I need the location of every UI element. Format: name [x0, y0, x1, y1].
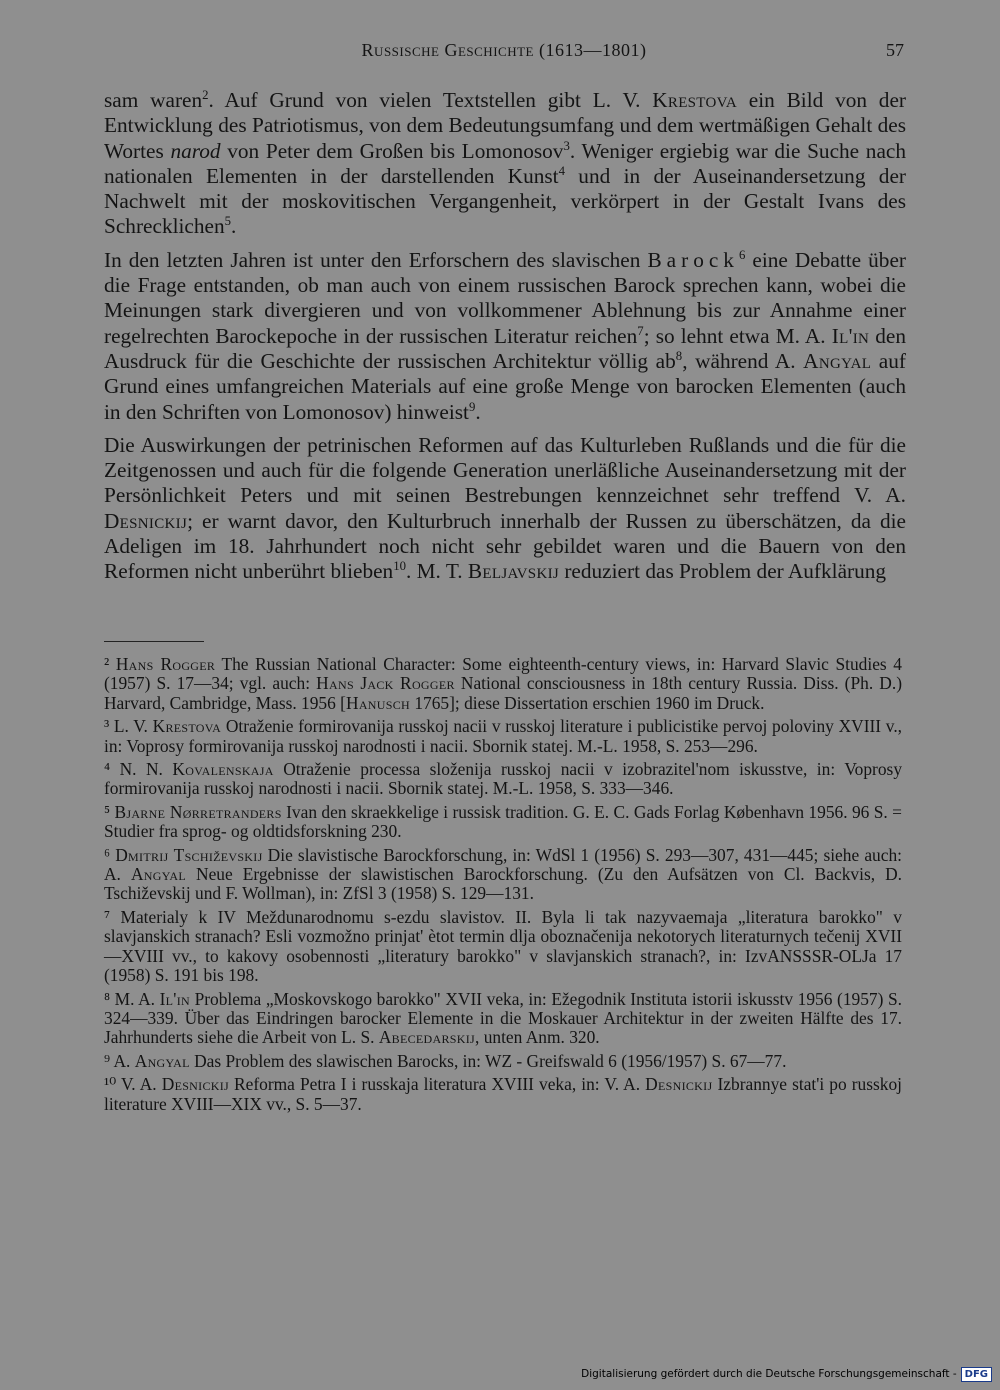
digitization-footer — [581, 1364, 992, 1384]
spaced-term: Barock — [647, 247, 739, 272]
author-name: Desnickij — [645, 1074, 713, 1095]
author-name: Abecedarskij — [378, 1027, 475, 1048]
author-name: Hans Rogger — [115, 654, 216, 674]
footnote — [104, 655, 902, 713]
footnote-separator — [104, 641, 204, 642]
text-run: National consciousness in 18th century Russia. Diss. (Ph. D.) Harvard, Cambridge, Mass. 1956 [ — [104, 673, 902, 713]
text-run: In den letzten Jahren ist unter den Erforschern des slavischen — [104, 247, 648, 272]
text-run: auf Grund eines umfangreichen Materials auf eine große Menge von barocken Elementen (auch in den Schriften von Lomonosov) hinweist — [104, 348, 906, 424]
text-run: reduziert das Problem der Aufklärung — [559, 559, 887, 584]
text-run: Ivan den skraekkelige i russisk tradition. G. E. C. Gads Forlag København 1956. 96 S. = Studier fra sprog- og oldtidsforskning 230. — [104, 801, 902, 842]
text-run: ⁶ — [104, 844, 116, 865]
footnotes — [104, 655, 902, 1118]
author-name: Il'in — [159, 988, 190, 1009]
text-run: . — [231, 214, 237, 239]
dfg-logo: DFG — [961, 1367, 992, 1382]
author-name: Desnickij — [161, 1074, 229, 1095]
author-name: Krestova — [152, 716, 222, 737]
footnote — [104, 908, 902, 986]
running-title: Russische Geschichte (1613—1801) — [361, 40, 647, 60]
author-name: Angyal — [803, 348, 872, 373]
text-run: ein Bild von der Entwicklung des Patriotismus, von dem Bedeutungsumfang und dem wertmäßigen Gehalt des Wortes — [104, 88, 907, 163]
text-run: von Peter dem Großen bis Lomonosov — [220, 138, 564, 163]
text-run: . Weniger ergiebig war die Suche nach nationalen Elementen in der darstellenden Kunst — [104, 138, 907, 188]
text-run: ³ L. V. — [104, 716, 153, 737]
paragraph — [104, 248, 906, 425]
italic-term: narod — [170, 138, 221, 163]
text-run: . M. T. — [405, 559, 468, 584]
text-run: den Ausdruck für die Geschichte der russischen Architektur völlig ab — [104, 323, 907, 373]
footnote-ref: 9 — [468, 399, 476, 414]
text-run: Otraženie processa složenija russkoj nacii v izobrazitel'nom iskusstve, in: Voprosy formirovanija russkoj narodnosti i nacii. Sbornik statej. M.-L. 1958, S. 333—346. — [104, 759, 903, 799]
paragraph — [104, 433, 906, 585]
text-run: Reforma Petra I i russkaja literatura XVIII veka, in: V. A. — [228, 1074, 646, 1095]
text-run: eine Debatte über die Frage entstanden, ob man auch von einem russischen Barock sprechen kann, wobei die Meinungen stark divergieren und von vollkommener Ablehnung bis zur Annahme einer regelrechten Barockepoche in der russischen Literatur reichen — [104, 247, 906, 348]
text-run: . Auf Grund von vielen Textstellen gibt L. V. — [208, 88, 653, 112]
funding-credit: Digitalisierung gefördert durch die Deutsche Forschungsgemeinschaft - — [581, 1368, 957, 1380]
author-name: Il'in — [831, 323, 870, 348]
footnote — [104, 803, 902, 842]
text-run: und in der Auseinandersetzung der Nachwelt mit der moskovitischen Vergangenheit, verkörpert in der Gestalt Ivans des Schrecklichen — [104, 163, 907, 239]
footnote — [104, 1075, 902, 1114]
author-name: Kovalenskaja — [172, 759, 274, 780]
text-run: 1765]; diese Dissertation erschien 1960 im Druck. — [409, 692, 765, 713]
text-run: ¹⁰ V. A. — [104, 1074, 162, 1095]
author-name: Beljavskij — [467, 559, 560, 584]
text-run: ⁸ M. A. — [104, 988, 160, 1009]
footnote — [104, 717, 902, 756]
footnote-ref: 5 — [224, 214, 232, 229]
author-name: Bjarne Nørretranders — [114, 801, 282, 822]
text-run: , während A. — [682, 348, 804, 373]
text-run: ; er warnt davor, den Kulturbruch innerhalb der Russen zu überschätzen, da die Adeligen im 18. Jahrhundert noch nicht sehr gebildet waren und die Bauern von den Reformen nicht unberührt blieben — [104, 508, 906, 584]
text-run: ⁷ Materialy k IV Meždunarodnomu s-ezdu slavistov. II. Byla li tak nazyvaemaja „literatura barokko" v slavjanskich stranach? Esli vozmožno prinjat' ètot termin dlja oboznačenija nekotorych literaturnych tečenij XVII—XVIII vv., to kakovy osobennosti „literatury barokko" v slavjanskich stranach?, in: IzvANSSSR-OLJa 17 (1958) S. 191 bis 198. — [104, 906, 902, 986]
footnote-ref: 6 — [738, 247, 746, 262]
footnote-ref: 3 — [563, 138, 570, 153]
text-run: ⁹ A. — [104, 1050, 135, 1071]
footnote-ref: 10 — [393, 559, 406, 574]
footnote-ref: 4 — [558, 163, 565, 178]
author-name: Dmitrij Tschiževskij — [115, 844, 263, 865]
text-run: ² — [104, 654, 116, 674]
paragraph — [104, 88, 906, 240]
text-run: Otraženie formirovanija russkoj nacii v russkoj literature i publicistike pervoj poloviny XVIII v., in: Voprosy formirovanija russkoj narodnosti i nacii. Sbornik statej. M.-L. 1958, S. 253—296. — [104, 716, 903, 756]
text-run: Die slavistische Barockforschung, in: WdSl 1 (1956) S. 293—307, 431—445; siehe auch: A. — [104, 844, 902, 885]
text-run: The Russian National Character: Some eighteenth-century views, in: Harvard Slavic Studies 4 (1957) S. 17—34; vgl. auch: — [104, 654, 902, 694]
footnote — [104, 760, 902, 799]
author-name: Angyal — [134, 1050, 190, 1071]
footnote — [104, 1052, 902, 1071]
text-run: , unten Anm. 320. — [475, 1027, 600, 1048]
text-run: Neue Ergebnisse der slawistischen Barockforschung. (Zu den Aufsätzen von Cl. Backvis, D. Tschiževskij und F. Wollman), in: ZfSl 3 (1958) S. 129—131. — [104, 864, 902, 904]
page-number: 57 — [886, 40, 904, 60]
footnote — [104, 846, 902, 904]
footnote-ref: 2 — [202, 87, 209, 102]
author-name: Desnickij — [104, 508, 188, 533]
body-text — [104, 88, 906, 593]
running-header — [104, 40, 904, 68]
text-run: Problema „Moskovskogo barokko" XVII veka, in: Ežegodnik Instituta istorii iskusstv 1956 (1957) S. 324—339. Über das Eindringen barocker Elemente in die Moskauer Architektur in der zweiten Hälfte des 17. Jahrhunderts siehe die Arbeit von L. S. — [104, 988, 902, 1048]
text-run: Izbrannye stat'i po russkoj literature XVIII—XIX vv., S. 5—37. — [104, 1074, 902, 1114]
text-run: ⁵ — [104, 801, 115, 822]
text-run: ; so lehnt etwa M. A. — [643, 323, 832, 348]
text-run: Das Problem des slawischen Barocks, in: WZ - Greifswald 6 (1956/1957) S. 67—77. — [189, 1050, 787, 1071]
text-run: ⁴ N. N. — [104, 759, 173, 780]
text-run: sam waren — [104, 88, 203, 112]
author-name: Angyal — [130, 864, 186, 885]
footnote — [104, 990, 902, 1048]
author-name: Krestova — [652, 88, 737, 112]
author-name: Hanusch — [345, 692, 410, 713]
footnote-ref: 8 — [675, 348, 683, 363]
text-run: Die Auswirkungen der petrinischen Reformen auf das Kulturleben Rußlands und die für die Zeitgenossen und auch für die folgende Generation unerläßliche Auseinandersetzung mit der Persönlichkeit Peters und mit seinen Bestrebungen kennzeichnet sehr treffend V. A. — [104, 432, 906, 508]
text-run: . — [475, 399, 481, 424]
footnote-ref: 7 — [637, 323, 644, 338]
author-name: Hans Jack Rogger — [316, 673, 455, 694]
